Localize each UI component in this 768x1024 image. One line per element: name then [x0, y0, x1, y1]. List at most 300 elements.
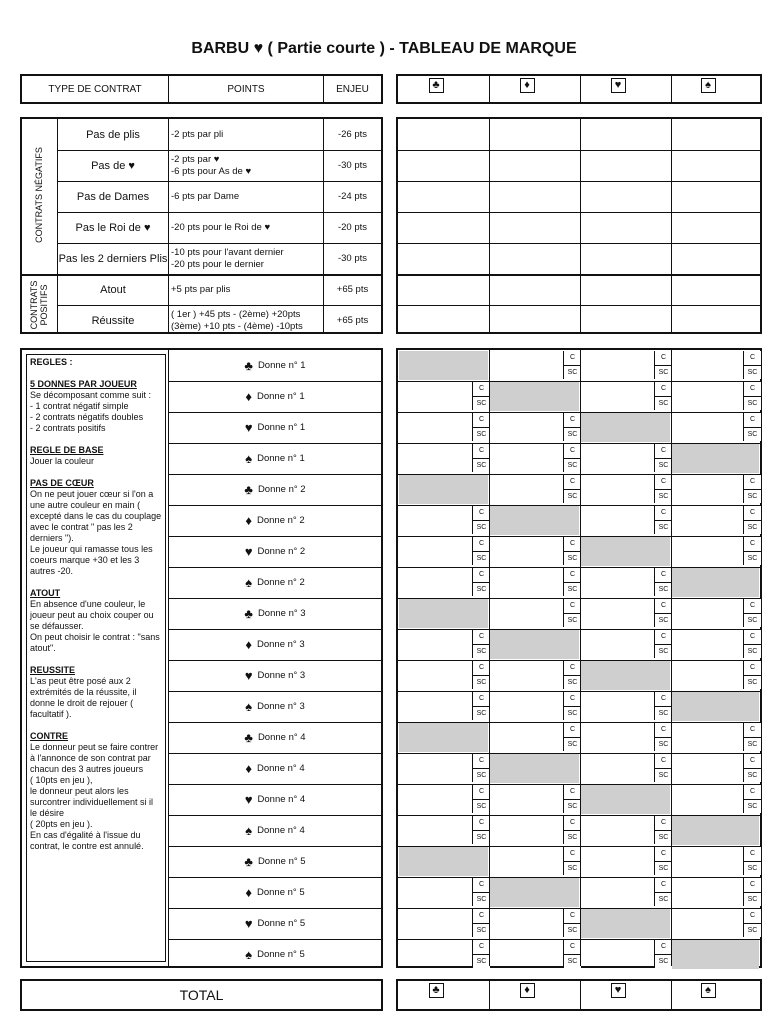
- contre-box[interactable]: [654, 723, 672, 751]
- contre-box[interactable]: [472, 878, 490, 906]
- dealer-shaded-cell: [581, 909, 670, 938]
- rules-line: ( 10pts en jeu ),: [30, 775, 93, 785]
- negatifs-group-label: CONTRATS NÉGATIFS: [34, 147, 44, 243]
- contre-label: C: [744, 630, 761, 645]
- player-header-divider: [489, 76, 490, 102]
- contre-box[interactable]: [563, 537, 581, 565]
- contre-label: C: [744, 537, 761, 552]
- contre-label: C: [473, 692, 490, 707]
- donne-text: Donne n° 2: [257, 577, 305, 588]
- contre-box[interactable]: [472, 661, 490, 689]
- contract-enjeu: -20 pts: [337, 221, 368, 233]
- donne-text: Donne n° 2: [257, 546, 306, 557]
- donne-text: Donne n° 2: [257, 515, 305, 526]
- surcontre-label: SC: [658, 865, 669, 872]
- donne-score-cell[interactable]: [490, 661, 561, 690]
- contract-name: Atout: [100, 283, 126, 296]
- contre-box[interactable]: [563, 568, 581, 596]
- surcontre-label: SC: [567, 741, 578, 748]
- donne-score-cell[interactable]: [399, 630, 470, 659]
- contre-box[interactable]: [472, 382, 490, 410]
- contract-name: Pas de Dames: [76, 190, 150, 203]
- contre-box[interactable]: [743, 351, 761, 379]
- surcontre-label: SC: [747, 896, 758, 903]
- donne-score-cell[interactable]: [490, 413, 561, 442]
- header-points: POINTS: [227, 83, 265, 95]
- contre-label: C: [655, 630, 672, 645]
- contract-enjeu: -24 pts: [337, 190, 368, 202]
- donne-score-cell[interactable]: [581, 940, 652, 969]
- contre-label: C: [655, 382, 672, 397]
- contract-score-cell[interactable]: [399, 151, 488, 180]
- contract-score-cell[interactable]: [490, 275, 579, 304]
- donne-score-cell[interactable]: [581, 754, 652, 783]
- contre-box[interactable]: [563, 940, 581, 968]
- donne-score-cell[interactable]: [672, 878, 741, 907]
- surcontre-label: SC: [567, 493, 578, 500]
- donne-score-cell[interactable]: [581, 568, 652, 597]
- rules-line: Le donneur peut se faire contrer à l'annonce de son contrat par chacun des 3 autres joueurs: [30, 742, 159, 774]
- donnes-table: [20, 348, 383, 968]
- contre-label: C: [744, 723, 761, 738]
- donne-score-row-divider: [398, 939, 760, 940]
- donne-text: Donne n° 4: [257, 825, 305, 836]
- contre-box[interactable]: [472, 909, 490, 937]
- contre-label: C: [655, 568, 672, 583]
- contre-box[interactable]: [654, 351, 672, 379]
- contre-box[interactable]: [563, 599, 581, 627]
- donne-score-cell[interactable]: [490, 351, 561, 380]
- contre-box[interactable]: [743, 382, 761, 410]
- contract-name: Pas les 2 derniers Plis: [58, 252, 168, 265]
- dealer-shaded-cell: [672, 444, 759, 473]
- contre-box[interactable]: [654, 847, 672, 875]
- contre-label: C: [655, 599, 672, 614]
- surcontre-label: SC: [658, 369, 669, 376]
- contre-box[interactable]: [654, 568, 672, 596]
- total-suit-icon: ♠: [701, 983, 716, 998]
- contre-box[interactable]: [743, 537, 761, 565]
- contract-name: Pas de ♥: [91, 159, 135, 172]
- donne-text: Donne n° 5: [257, 887, 305, 898]
- dealer-shaded-cell: [490, 506, 579, 535]
- surcontre-label: SC: [658, 586, 669, 593]
- dealer-shaded-cell: [672, 568, 759, 597]
- contre-label: C: [744, 382, 761, 397]
- contract-score-cell[interactable]: [581, 306, 670, 335]
- contre-label: C: [744, 661, 761, 676]
- contre-box[interactable]: [563, 909, 581, 937]
- contract-points: [171, 119, 321, 150]
- contract-score-cell[interactable]: [581, 213, 670, 242]
- surcontre-label: SC: [658, 958, 669, 965]
- contract-score-cell[interactable]: [581, 275, 670, 304]
- contract-score-cell[interactable]: [672, 120, 759, 149]
- contract-enjeu: +65 pts: [336, 283, 369, 295]
- contre-box[interactable]: [563, 785, 581, 813]
- points-line: -20 pts pour le dernier: [171, 258, 264, 270]
- donne-score-cell[interactable]: [490, 909, 561, 938]
- dealer-shaded-cell: [490, 878, 579, 907]
- contract-score-cell[interactable]: [672, 275, 759, 304]
- contre-box[interactable]: [654, 940, 672, 968]
- contre-label: C: [655, 847, 672, 862]
- surcontre-label: SC: [658, 524, 669, 531]
- donne-score-cell[interactable]: [490, 568, 561, 597]
- donne-score-cell[interactable]: [672, 382, 741, 411]
- surcontre-label: SC: [567, 927, 578, 934]
- contre-box[interactable]: [654, 506, 672, 534]
- contre-box[interactable]: [563, 816, 581, 844]
- contre-box[interactable]: [472, 816, 490, 844]
- surcontre-label: SC: [567, 369, 578, 376]
- contre-box[interactable]: [654, 444, 672, 472]
- rules-line: On peut choisir le contrat : "sans atout".: [30, 632, 160, 653]
- contract-score-cell[interactable]: [581, 120, 670, 149]
- donne-score-cell[interactable]: [399, 382, 470, 411]
- donne-score-cell[interactable]: [399, 816, 470, 845]
- donne-score-cell[interactable]: [581, 475, 652, 504]
- contre-box[interactable]: [472, 630, 490, 658]
- surcontre-label: SC: [747, 648, 758, 655]
- rules-section-title: PAS DE CŒUR: [30, 478, 94, 488]
- contre-box[interactable]: [472, 537, 490, 565]
- donne-score-cell[interactable]: [581, 816, 652, 845]
- contre-box[interactable]: [472, 506, 490, 534]
- donne-score-cell[interactable]: [672, 847, 741, 876]
- player-header-row: [396, 74, 762, 104]
- donne-score-cell[interactable]: [490, 816, 561, 845]
- donne-score-cell[interactable]: [672, 754, 741, 783]
- contract-score-cell[interactable]: [672, 306, 759, 335]
- page-title: BARBU ♥ ( Partie courte ) - TABLEAU DE MARQUE: [191, 40, 577, 57]
- surcontre-label: SC: [476, 679, 487, 686]
- donne-score-cell[interactable]: [581, 630, 652, 659]
- contre-label: C: [473, 940, 490, 955]
- contract-points: [171, 305, 321, 336]
- donne-col-divider: [489, 350, 490, 966]
- donne-score-row-divider: [398, 505, 760, 506]
- donne-score-cell[interactable]: [490, 940, 561, 969]
- suit-icon: ♣: [244, 482, 253, 497]
- donne-score-cell[interactable]: [399, 878, 470, 907]
- surcontre-label: SC: [567, 958, 578, 965]
- donne-score-row-divider: [398, 598, 760, 599]
- donne-score-cell[interactable]: [581, 847, 652, 876]
- donne-score-cell[interactable]: [399, 940, 470, 969]
- donne-label: [169, 660, 381, 691]
- contract-enjeu: -26 pts: [337, 128, 368, 140]
- donne-text: Donne n° 2: [257, 484, 306, 495]
- contract-score-cell[interactable]: [490, 306, 579, 335]
- contre-box[interactable]: [563, 475, 581, 503]
- contract-score-cell[interactable]: [399, 306, 488, 335]
- contract-score-cell[interactable]: [399, 182, 488, 211]
- dealer-shaded-cell: [399, 351, 488, 380]
- rules-line: En cas d'égalité à l'issue du contrat, le contre est annulé.: [30, 830, 144, 851]
- surcontre-label: SC: [476, 648, 487, 655]
- donne-score-cell[interactable]: [672, 599, 741, 628]
- donne-score-cell[interactable]: [399, 444, 470, 473]
- contre-label: C: [744, 506, 761, 521]
- donne-label: [169, 505, 381, 536]
- donne-score-cell[interactable]: [672, 785, 741, 814]
- contre-label: C: [473, 909, 490, 924]
- donne-text: Donne n° 3: [257, 639, 305, 650]
- contre-box[interactable]: [743, 754, 761, 782]
- contract-score-cell[interactable]: [399, 213, 488, 242]
- contre-label: C: [564, 692, 581, 707]
- contract-score-cell[interactable]: [490, 213, 579, 242]
- donne-score-cell[interactable]: [672, 537, 741, 566]
- donne-score-cell[interactable]: [490, 785, 561, 814]
- player-header-suit-icon: ♠: [701, 78, 716, 93]
- donne-label: [169, 536, 381, 567]
- donnes-score-grid: [396, 348, 762, 968]
- rules-panel: [26, 354, 166, 962]
- surcontre-label: SC: [476, 555, 487, 562]
- contre-box[interactable]: [654, 475, 672, 503]
- donne-score-row-divider: [398, 629, 760, 630]
- donne-score-cell[interactable]: [399, 785, 470, 814]
- donne-score-cell[interactable]: [490, 847, 561, 876]
- donne-score-cell[interactable]: [672, 723, 741, 752]
- contre-box[interactable]: [743, 661, 761, 689]
- contract-enjeu: -30 pts: [337, 252, 368, 264]
- donne-text: Donne n° 1: [257, 453, 305, 464]
- donne-score-cell[interactable]: [672, 413, 741, 442]
- contre-label: C: [655, 878, 672, 893]
- donne-score-cell[interactable]: [399, 413, 470, 442]
- donne-score-cell[interactable]: [490, 475, 561, 504]
- contre-box[interactable]: [563, 661, 581, 689]
- contract-score-cell[interactable]: [581, 182, 670, 211]
- donne-score-cell[interactable]: [399, 568, 470, 597]
- donne-label: [169, 784, 381, 815]
- contre-label: C: [564, 599, 581, 614]
- donne-score-cell[interactable]: [672, 475, 741, 504]
- contract-score-cell[interactable]: [490, 151, 579, 180]
- contre-label: C: [744, 413, 761, 428]
- rules-line: Jouer la couleur: [30, 456, 95, 466]
- contre-box[interactable]: [743, 475, 761, 503]
- donne-label: [169, 629, 381, 660]
- contract-score-cell[interactable]: [581, 244, 670, 273]
- donne-score-cell[interactable]: [672, 351, 741, 380]
- contre-label: C: [655, 940, 672, 955]
- contre-box[interactable]: [654, 630, 672, 658]
- donne-score-cell[interactable]: [672, 909, 741, 938]
- surcontre-label: SC: [658, 896, 669, 903]
- donne-score-cell[interactable]: [581, 599, 652, 628]
- contract-score-cell[interactable]: [399, 120, 488, 149]
- contre-box[interactable]: [743, 785, 761, 813]
- contract-score-cell[interactable]: [490, 182, 579, 211]
- rules-heading: REGLES :: [30, 357, 73, 367]
- contre-box[interactable]: [743, 413, 761, 441]
- donne-score-cell[interactable]: [581, 382, 652, 411]
- rules-line: Le joueur qui ramasse tous les coeurs marque +30 et les 3 autres -20.: [30, 544, 153, 576]
- surcontre-label: SC: [476, 803, 487, 810]
- contract-score-cell[interactable]: [672, 213, 759, 242]
- donne-score-cell[interactable]: [490, 599, 561, 628]
- contre-box[interactable]: [743, 599, 761, 627]
- surcontre-label: SC: [567, 834, 578, 841]
- points-line: -20 pts pour le Roi de ♥: [171, 221, 271, 233]
- contre-label: C: [564, 940, 581, 955]
- donne-score-cell[interactable]: [399, 692, 470, 721]
- contre-box[interactable]: [472, 785, 490, 813]
- contre-box[interactable]: [472, 413, 490, 441]
- suit-icon: ♥: [244, 668, 253, 683]
- contract-points: [171, 212, 321, 243]
- contract-name: Réussite: [91, 314, 135, 327]
- contre-box[interactable]: [472, 568, 490, 596]
- contre-label: C: [744, 909, 761, 924]
- contre-box[interactable]: [654, 754, 672, 782]
- dealer-shaded-cell: [490, 630, 579, 659]
- contre-label: C: [564, 475, 581, 490]
- donne-score-cell[interactable]: [581, 351, 652, 380]
- donne-score-cell[interactable]: [490, 692, 561, 721]
- donne-score-cell[interactable]: [672, 661, 741, 690]
- surcontre-label: SC: [658, 648, 669, 655]
- contre-box[interactable]: [563, 692, 581, 720]
- contre-box[interactable]: [654, 692, 672, 720]
- dealer-shaded-cell: [490, 382, 579, 411]
- donne-score-cell[interactable]: [581, 444, 652, 473]
- donne-col-divider: [671, 350, 672, 966]
- donne-score-cell[interactable]: [581, 878, 652, 907]
- contre-box[interactable]: [743, 909, 761, 937]
- contre-label: C: [655, 816, 672, 831]
- surcontre-label: SC: [747, 555, 758, 562]
- contract-points: [171, 274, 321, 305]
- contre-box[interactable]: [472, 940, 490, 968]
- dealer-shaded-cell: [581, 661, 670, 690]
- suit-icon: ♥: [244, 792, 253, 807]
- donne-label: [169, 381, 381, 412]
- donne-score-cell[interactable]: [399, 506, 470, 535]
- donne-score-row-divider: [398, 877, 760, 878]
- donne-score-cell[interactable]: [581, 723, 652, 752]
- rules-line: Se décomposant comme suit :: [30, 390, 152, 400]
- surcontre-label: SC: [658, 834, 669, 841]
- donne-text: Donne n° 1: [257, 422, 306, 433]
- total-label: TOTAL: [20, 979, 383, 1011]
- contract-enjeu: +65 pts: [336, 314, 369, 326]
- suit-icon: ♠: [245, 947, 253, 962]
- donne-score-cell[interactable]: [672, 630, 741, 659]
- total-suit-icon: ♦: [520, 983, 535, 998]
- donne-score-row-divider: [398, 908, 760, 909]
- contract-score-cell[interactable]: [672, 244, 759, 273]
- contre-box[interactable]: [472, 754, 490, 782]
- contract-score-cell[interactable]: [399, 244, 488, 273]
- contract-score-cell[interactable]: [490, 120, 579, 149]
- contre-box[interactable]: [654, 878, 672, 906]
- dealer-shaded-cell: [581, 785, 670, 814]
- points-line: -2 pts par pli: [171, 128, 224, 140]
- donne-score-cell[interactable]: [490, 444, 561, 473]
- contre-box[interactable]: [743, 723, 761, 751]
- donne-col-divider: [580, 350, 581, 966]
- contract-score-cell[interactable]: [490, 244, 579, 273]
- donne-score-cell[interactable]: [399, 661, 470, 690]
- contre-box[interactable]: [563, 847, 581, 875]
- donne-label: [169, 815, 381, 846]
- contre-box[interactable]: [743, 847, 761, 875]
- contre-box[interactable]: [654, 816, 672, 844]
- surcontre-label: SC: [658, 400, 669, 407]
- donne-score-cell[interactable]: [490, 537, 561, 566]
- points-line: ( 1er ) +45 pts - (2ème) +20pts: [171, 308, 301, 320]
- contre-label: C: [564, 413, 581, 428]
- contre-label: C: [473, 568, 490, 583]
- points-line: +5 pts par plis: [171, 283, 231, 295]
- points-line: -10 pts pour l'avant dernier: [171, 246, 284, 258]
- contract-score-cell[interactable]: [672, 151, 759, 180]
- donne-label: [169, 412, 381, 443]
- surcontre-label: SC: [567, 679, 578, 686]
- contracts-table: [20, 117, 383, 334]
- contre-box[interactable]: [743, 878, 761, 906]
- donne-score-cell[interactable]: [581, 692, 652, 721]
- surcontre-label: SC: [476, 834, 487, 841]
- total-score-row: [396, 979, 762, 1011]
- contre-label: C: [473, 630, 490, 645]
- contre-box[interactable]: [743, 630, 761, 658]
- contre-label: C: [564, 351, 581, 366]
- donne-score-row-divider: [398, 815, 760, 816]
- suit-icon: ♠: [245, 699, 253, 714]
- donne-text: Donne n° 1: [257, 360, 306, 371]
- contract-score-cell[interactable]: [672, 182, 759, 211]
- contract-score-cell[interactable]: [581, 151, 670, 180]
- suit-icon: ♣: [244, 854, 253, 869]
- rules-line: L'as peut être posé aux 2 extrémités de la réussite, il donne le droit de rejouer ( facultatif ).: [30, 676, 137, 719]
- rules-line: En absence d'une couleur, le joueur peut au choix couper ou se défausser.: [30, 599, 154, 631]
- contre-box[interactable]: [563, 723, 581, 751]
- contre-box[interactable]: [743, 506, 761, 534]
- contre-label: C: [744, 785, 761, 800]
- contre-box[interactable]: [563, 413, 581, 441]
- contre-box[interactable]: [563, 351, 581, 379]
- rules-section-title: REGLE DE BASE: [30, 445, 104, 455]
- contre-box[interactable]: [472, 444, 490, 472]
- contre-label: C: [744, 475, 761, 490]
- total-divider: [671, 981, 672, 1009]
- contre-box[interactable]: [472, 692, 490, 720]
- donne-score-cell[interactable]: [399, 537, 470, 566]
- contre-label: C: [473, 878, 490, 893]
- donne-score-cell[interactable]: [581, 506, 652, 535]
- contre-label: C: [473, 785, 490, 800]
- donne-score-row-divider: [398, 691, 760, 692]
- donne-score-cell[interactable]: [399, 754, 470, 783]
- donne-text: Donne n° 5: [257, 918, 306, 929]
- surcontre-label: SC: [567, 803, 578, 810]
- contre-box[interactable]: [563, 444, 581, 472]
- rules-section-title: 5 DONNES PAR JOUEUR: [30, 379, 137, 389]
- donne-score-cell[interactable]: [490, 723, 561, 752]
- contract-score-cell[interactable]: [399, 275, 488, 304]
- contre-box[interactable]: [654, 599, 672, 627]
- donne-score-cell[interactable]: [672, 506, 741, 535]
- contre-label: C: [473, 661, 490, 676]
- contre-box[interactable]: [654, 382, 672, 410]
- donne-score-cell[interactable]: [399, 909, 470, 938]
